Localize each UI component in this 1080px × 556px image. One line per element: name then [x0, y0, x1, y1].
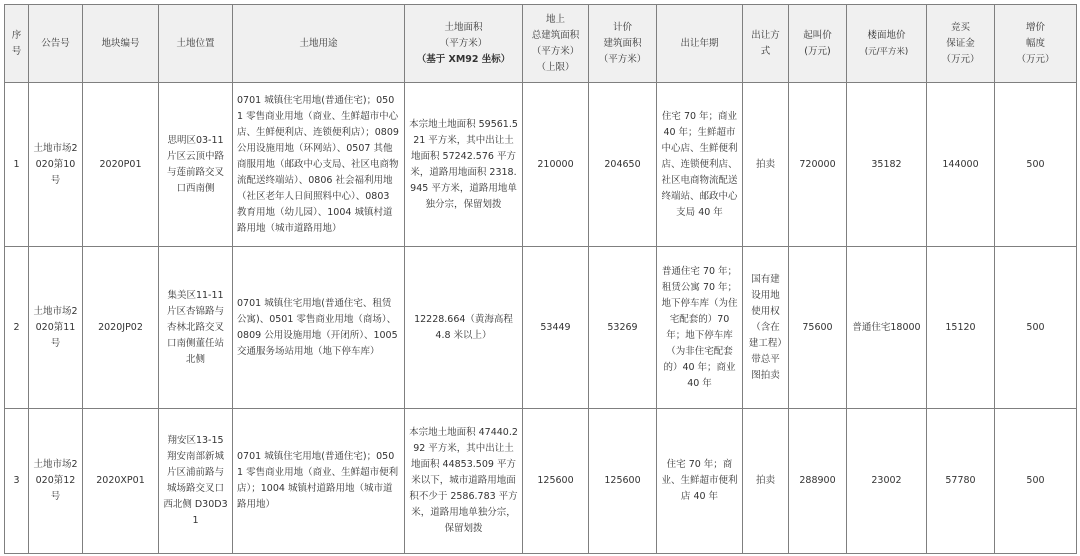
cell-method: 拍卖	[743, 83, 789, 247]
cell-total-area: 53449	[523, 247, 589, 409]
header-deposit	[927, 5, 995, 83]
cell-plot: 2020JP02	[83, 247, 159, 409]
header-total-line1: 地上	[545, 13, 565, 25]
cell-deposit: 57780	[927, 409, 995, 554]
cell-method: 拍卖	[743, 409, 789, 554]
header-use: 土地用途	[233, 5, 405, 83]
header-plot: 地块编号	[83, 5, 159, 83]
cell-location: 集美区11-11片区杏锦路与杏林北路交叉口南侧董任站北侧	[159, 247, 233, 409]
cell-floor-price: 普通住宅18000	[847, 247, 927, 409]
cell-location: 翔安区13-15翔安南部新城片区浦前路与城场路交叉口西北侧 D30D31	[159, 409, 233, 554]
header-increment-line3: （万元）	[1016, 53, 1055, 65]
cell-floor-price: 23002	[847, 409, 927, 554]
cell-notice: 土地市场2020第10号	[29, 83, 83, 247]
header-seq: 序号	[5, 5, 29, 83]
header-increment-line1: 增价	[1025, 21, 1045, 33]
cell-increment: 500	[995, 247, 1077, 409]
cell-seq: 1	[5, 83, 29, 247]
cell-method: 国有建设用地使用权（含在建工程）带总平图拍卖	[743, 247, 789, 409]
cell-start-price: 75600	[789, 247, 847, 409]
header-increment	[995, 5, 1077, 83]
cell-location: 思明区03-11片区云顶中路与莲前路交叉口西南侧	[159, 83, 233, 247]
header-notice: 公告号	[29, 5, 83, 83]
header-floor-price-line1: 楼面地价	[867, 29, 906, 41]
cell-increment: 500	[995, 83, 1077, 247]
land-auction-table	[4, 4, 1077, 554]
header-area	[405, 5, 523, 83]
cell-notice: 土地市场2020第12号	[29, 409, 83, 554]
header-area-line3: （基于 XM92 坐标）	[416, 53, 511, 65]
cell-area: 本宗地土地面积 59561.521 平方米，其中出让土地面积 57242.576 平方米，道路用地面积 2318.945 平方米，道路用地单独分宗，保留划拨	[405, 83, 523, 247]
cell-notice: 土地市场2020第11号	[29, 247, 83, 409]
header-total-area	[523, 5, 589, 83]
cell-use: 0701 城镇住宅用地(普通住宅)；0501 零售商业用地（商业、生鲜超市中心店、生鲜便利店、连锁便利店）；0809 公用设施用地（环网站）、0507 其他商服用地（邮政中心支局、社区电商物流配送终端站）、0806 社会福利用地（社区老年人日间照料中心）、0803 教育用地（幼儿园）、1004 城镇村道路用地（城市道路用地）	[233, 83, 405, 247]
header-deposit-line1: 竞买	[950, 21, 970, 33]
header-total-line3: （平方米）	[531, 45, 580, 57]
cell-use: 0701 城镇住宅用地(普通住宅)；0501 零售商业用地（商业、生鲜超市便利店）；1004 城镇村道路用地（城市道路用地）	[233, 409, 405, 554]
header-priced-line2: 建筑面积	[603, 37, 642, 49]
cell-area: 本宗地土地面积 47440.292 平方米，其中出让土地面积 44853.509 平方米以下，城市道路用地面积不少于 2586.783 平方米，道路用地单独分宗，保留划拨	[405, 409, 523, 554]
header-floor-price-line2: (元/平方米)	[864, 46, 909, 57]
header-area-line1: 土地面积	[444, 21, 483, 33]
header-row	[5, 5, 1077, 83]
table-row	[5, 247, 1077, 409]
cell-seq: 2	[5, 247, 29, 409]
header-start-price-line1: 起叫价	[803, 29, 832, 41]
cell-seq: 3	[5, 409, 29, 554]
cell-priced-area: 125600	[589, 409, 657, 554]
cell-use: 0701 城镇住宅用地(普通住宅、租赁公寓)、0501 零售商业用地（商场）、0809 公用设施用地（开闭所）、1005 交通服务场站用地（地下停车库）	[233, 247, 405, 409]
header-floor-price	[847, 5, 927, 83]
header-term: 出让年期	[657, 5, 743, 83]
cell-total-area: 125600	[523, 409, 589, 554]
cell-priced-area: 204650	[589, 83, 657, 247]
header-deposit-line3: （万元）	[941, 53, 980, 65]
cell-term: 住宅 70 年；商业 40 年；生鲜超市中心店、生鲜便利店、连锁便利店、社区电商物流配送终端站、邮政中心支局 40 年	[657, 83, 743, 247]
header-increment-line2: 幅度	[1025, 37, 1045, 49]
cell-deposit: 15120	[927, 247, 995, 409]
cell-floor-price: 35182	[847, 83, 927, 247]
header-priced-line3: （平方米）	[598, 53, 647, 65]
cell-plot: 2020P01	[83, 83, 159, 247]
table-row	[5, 83, 1077, 247]
header-priced-area	[589, 5, 657, 83]
cell-total-area: 210000	[523, 83, 589, 247]
cell-area: 12228.664（黄海高程 4.8 米以上）	[405, 247, 523, 409]
header-area-line2: （平方米）	[439, 37, 488, 49]
header-total-line4: （上限）	[536, 61, 575, 73]
header-deposit-line2: 保证金	[946, 37, 975, 49]
cell-term: 普通住宅 70 年；租赁公寓 70 年；地下停车库（为住宅配套的）70 年；地下停车库（为非住宅配套的）40 年；商业 40 年	[657, 247, 743, 409]
cell-term: 住宅 70 年；商业、生鲜超市便利店 40 年	[657, 409, 743, 554]
cell-priced-area: 53269	[589, 247, 657, 409]
cell-deposit: 144000	[927, 83, 995, 247]
cell-plot: 2020XP01	[83, 409, 159, 554]
cell-start-price: 288900	[789, 409, 847, 554]
header-start-price-line2: (万元)	[804, 45, 831, 57]
cell-start-price: 720000	[789, 83, 847, 247]
table-row	[5, 409, 1077, 554]
cell-increment: 500	[995, 409, 1077, 554]
header-location: 土地位置	[159, 5, 233, 83]
header-method: 出让方式	[743, 5, 789, 83]
header-start-price	[789, 5, 847, 83]
header-priced-line1: 计价	[612, 21, 632, 33]
header-total-line2: 总建筑面积	[531, 29, 580, 41]
